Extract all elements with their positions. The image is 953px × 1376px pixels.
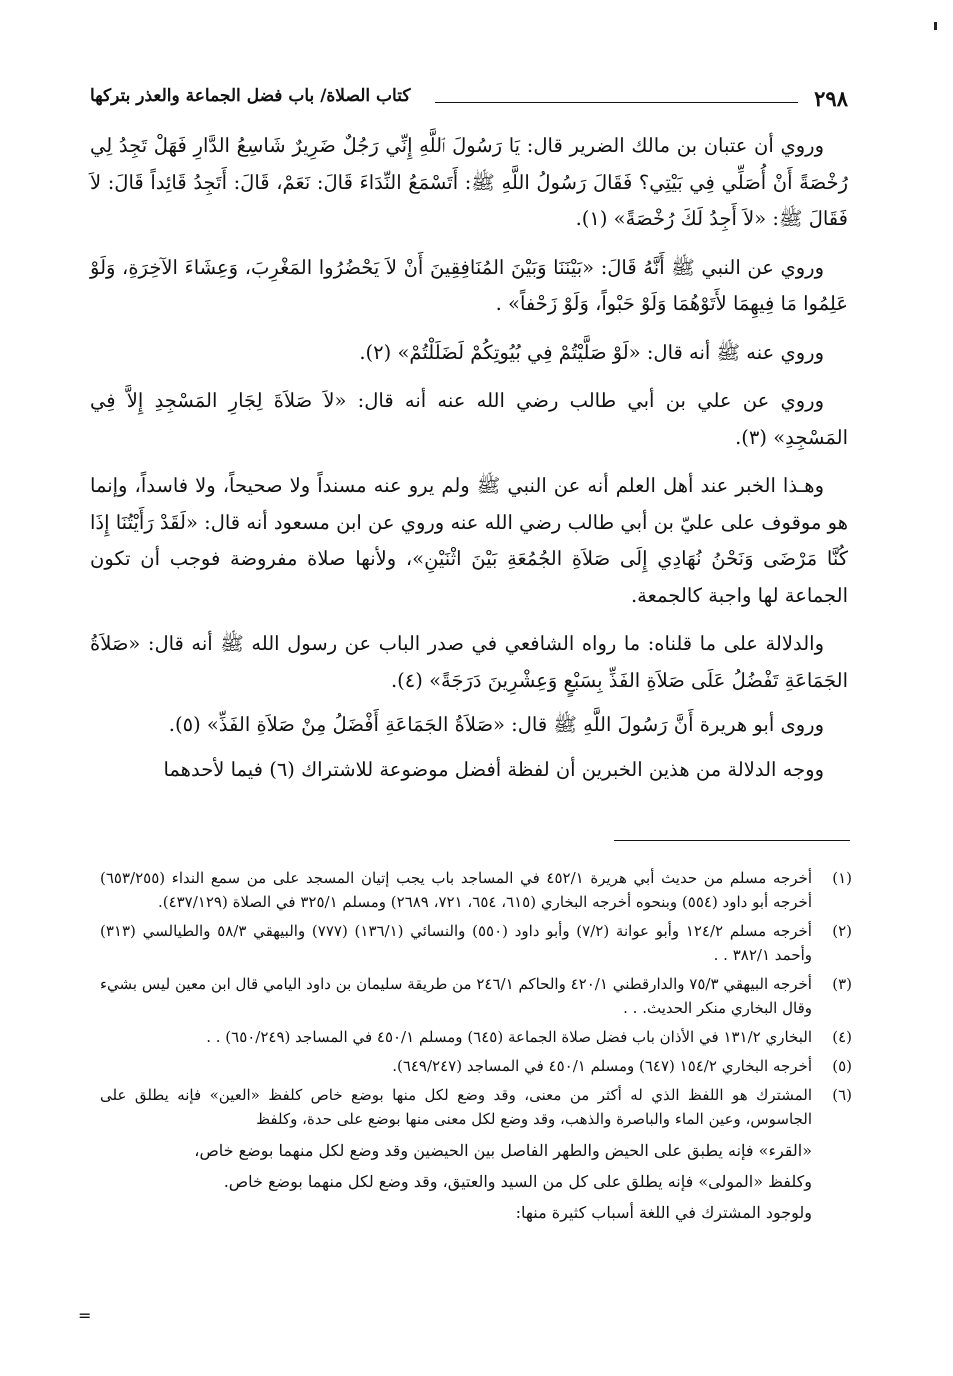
footnote [100,1054,852,1078]
footnote-number: (٢) [832,922,852,940]
scan-mark [934,22,937,30]
main-text [90,128,848,800]
paragraph: وروي عن النبي ﷺ أَنَّهُ قَالَ: «بَيْنَنَا وَبَيْنَ المُنَافِقِينَ أَنْ لاَ يَحْضُرُوا المَغْرِبَ، وَعِشَاءَ الآخِرَةِ، وَلَوْ عَلِمُوا مَا فِيهِمَا لأَتَوْهُمَا وَلَوْ حَبْواً، وَلَوْ زَحْفاً» . [90,255,848,315]
page-number: ٢٩٨ [814,86,848,111]
footnote-text: أخرجه البيهقي ٧٥/٣ والدارقطني ٤٢٠/١ والحاكم ٢٤٦/١ من طريقة سليمان بن داود اليامي قال ابن معين ليس بشيء وقال البخاري منكر الحديث. . . [100,975,812,1017]
footnote-continuation-line: ولوجود المشترك في اللغة أسباب كثيرة منها: [515,1203,812,1222]
footnote [100,1025,852,1049]
footnote-text: المشترك هو اللفظ الذي له أكثر من معنى، وقد وضع لكل منها بوضع خاص كلفظ «العين» فإنه يطلق على الجاسوس، وعين الماء والباصرة والذهب، وقد وضع لكل معنى منها بوضع على حدة، وكلفظ [100,1086,812,1128]
running-header [90,86,848,118]
footnote-text: أخرجه مسلم من حديث أبي هريرة ٤٥٢/١ في المساجد باب يجب إتيان المسجد على من سمع النداء (٦٥٣/٢٥٥) أخرجه أبو داود (٥٥٤) وبنحوه أخرجه البخاري (٦١٥، ٦٥٤، ٧٢١، ٢٦٨٩) ومسلم ٣٢٥/١ في الصلاة (٤٣٧/١٢٩). [100,869,812,911]
footnote-number: (١) [832,869,852,887]
footnote-text: أخرجه مسلم ١٢٤/٢ وأبو عوانة (٧/٢) وأبو داود (٥٥٠) والنسائي (١٣٦/١) (٧٧٧) والبيهقي ٥٨/٣ والطيالسي (٣١٣) وأحمد ٣٨٢/١ . . [100,922,812,964]
footnote [100,866,852,914]
paragraph: والدلالة على ما قلناه: ما رواه الشافعي في صدر الباب عن رسول الله ﷺ أنه قال: «صَلاَةُ الجَمَاعَةِ تَفْضُلُ عَلَى صَلاَةِ الفَذِّ بِسَبْعٍ وَعِشْرِينَ دَرَجَةً» (٤). [90,632,848,692]
footnote-text: البخاري ١٣١/٢ في الأذان باب فضل صلاة الجماعة (٦٤٥) ومسلم ٤٥٠/١ في المساجد (٦٥٠/٢٤٩) . . [206,1028,812,1046]
footnote-text: أخرجه البخاري ١٥٤/٢ (٦٤٧) ومسلم ٤٥٠/١ في المساجد (٦٤٩/٢٤٧). [392,1057,812,1075]
footnote-separator [614,840,850,841]
footnote [100,972,852,1020]
page-edge-mark: = [78,1306,92,1325]
paragraph: وروي عنه ﷺ أنه قال: «لَوْ صَلَّيْتُمْ فِي بُيُوتِكُمْ لَضَلَلْتُمْ» (٢). [359,340,824,364]
footnote [100,919,852,967]
footnote-continuation-line: «القرء» فإنه يطبق على الحيض والطهر الفاصل بين الحيضين وقد وضع لكل منهما بوضع خاص، [194,1141,812,1160]
paragraph: وروي عن علي بن أبي طالب رضي الله عنه أنه قال: «لاَ صَلاَةَ لِجَارِ المَسْجِدِ إِلاَّ فِي المَسْجِدِ» (٣). [90,389,848,449]
paragraph: ووجه الدلالة من هذين الخبرين أن لفظة أفضل موضوعة للاشتراك (٦) فيما لأحدهما [163,757,824,781]
footnotes [100,866,852,1227]
header-rule [435,102,798,103]
paragraph: وهـذا الخبر عند أهل العلم أنه عن النبي ﷺ ولم يرو عنه مسنداً ولا صحيحاً، ولا فاسداً، وإنما هو موقوف على عليّ بن أبي طالب رضي الله عنه وروي عن ابن مسعود أنه قال: «لَقَدْ رَأَيْتُنَا إِذَا كُنَّا مَرْضَى وَنَحْنُ نُهَادِي إِلَى صَلاَةِ الجُمُعَةِ بَيْنَ اثْنَيْنِ»، ولأنها صلاة مفروضة فوجب أن تكون الجماعة لها واجبة كالجمعة. [90,474,848,607]
footnote [100,1083,852,1131]
footnote-number: (٥) [832,1057,852,1075]
footnote-number: (٤) [832,1028,852,1046]
paragraph: وروى أبو هريرة أَنَّ رَسُولَ اللَّهِ ﷺ قال: «صَلاَةُ الجَمَاعَةِ أَفْضَلُ مِنْ صَلاَةِ الفَذِّ» (٥). [168,713,824,736]
footnote-continuation-line: وكلفظ «المولى» فإنه يطلق على كل من السيد والعتيق، وقد وضع لكل منهما بوضع خاص. [223,1172,812,1191]
chapter-title: كتاب الصلاة/ باب فضل الجماعة والعذر بتركها [90,86,411,106]
paragraph: وروي أن عتبان بن مالك الضرير قال: يَا رَسُولَ ٱللَّهِ إِنِّي رَجُلٌ ضَرِيرٌ شَاسِعُ الدَّارِ فَهَلْ تَجِدُ لِي رُخْصَةً أَنْ أُصَلِّي فِي بَيْتِي؟ فَقَالَ رَسُولُ اللَّهِ ﷺ: أَتَسْمَعُ النِّدَاءَ قَالَ: نَعَمْ، قَالَ: أَتَجِدُ قَائِداً قَالَ: لاَ فَقَالَ ﷺ: «لاَ أَجِدُ لَكَ رُخْصَةً» (١). [90,134,848,230]
footnote-number: (٣) [832,975,852,993]
footnote-number: (٦) [832,1086,852,1104]
